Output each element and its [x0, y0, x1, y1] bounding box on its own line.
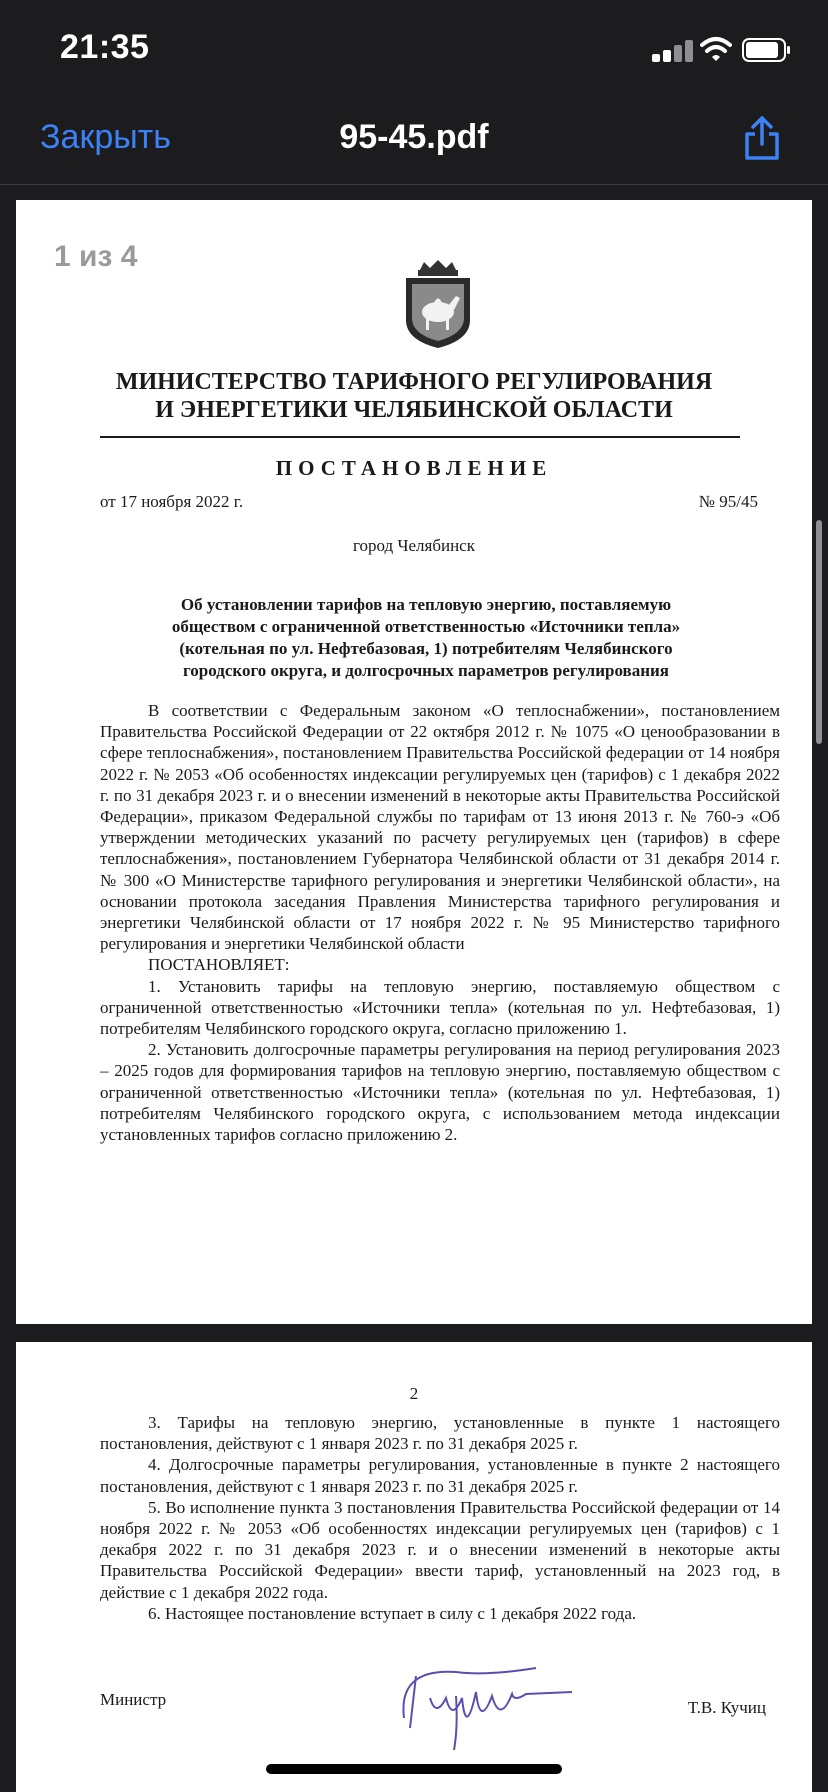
- battery-icon: [742, 38, 792, 62]
- close-button[interactable]: Закрыть: [40, 118, 171, 156]
- nav-bar: [0, 96, 828, 185]
- signature-image: [396, 1658, 596, 1758]
- decree-number: № 95/45: [698, 492, 758, 511]
- decree-body: [100, 700, 780, 1145]
- item-3-paragraph: 3. Тарифы на тепловую энергию, установленные в пункте 1 настоящего постановления, действуют с 1 января 2023 г. по 31 декабря 2025 г.: [100, 1413, 780, 1454]
- decree-city: город Челябинск: [352, 536, 475, 555]
- item-2-paragraph: 2. Установить долгосрочные параметры регулирования на период регулирования 2023 – 2025 годов для формирования тарифов на тепловую энергию, поставляемую обществом с ограниченной ответственностью «Источники тепла» (котельная по ул. Нефтебазовая, 1) потребителям Челябинского городского округа, с использованием метода индексации установленных тарифов согласно приложению 2.: [100, 1040, 780, 1145]
- item-6-paragraph: 6. Настоящее постановление вступает в силу с 1 декабря 2022 года.: [148, 1603, 637, 1623]
- pdf-page-2[interactable]: [16, 1342, 812, 1792]
- status-bar: [0, 0, 828, 96]
- item-1-paragraph: 1. Установить тарифы на тепловую энергию, поставляемую обществом с ограниченной ответственностью «Источники тепла» (котельная по ул. Нефтебазовая, 1) потребителям Челябинского городского округа, согласно приложению 1.: [100, 976, 780, 1039]
- ministry-line-1: МИНИСТЕРСТВО ТАРИФНОГО РЕГУЛИРОВАНИЯ: [115, 369, 713, 395]
- preamble-paragraph: В соответствии с Федеральным законом «О теплоснабжении», постановлением Правительства Российской Федерации от 22 октября 2012 г. № 1075 «О ценообразовании в сфере теплоснабжения», постановлением Правительства Российской федерации от 14 ноября 2022 г. № 2053 «Об особенностях индексации регулируемых цен (тарифов) с 1 декабря 2022 г. по 31 декабря 2023 г. и о внесении изменений в некоторые акты Правительства Российской Федерации», приказом Федеральной службы по тарифам от 13 июня 2013 г. № 760-э «Об утверждении методических указаний по расчету регулируемых цен (тарифов) в сфере теплоснабжения», постановлением Губернатора Челябинской области от 31 декабря 2014 г. № 300 «О Министерстве тарифного регулирования и энергетики Челябинской области», на основании протокола заседания Правления Министерства тарифного регулирования и энергетики Челябинской области от 17 ноября 2022 г. № 95 Министерство тарифного регулирования и энергетики Челябинской области: [100, 701, 780, 954]
- page-indicator: 1 из 4: [54, 240, 138, 273]
- decree-date: от 17 ноября 2022 г.: [100, 492, 244, 511]
- ministry-line-2: И ЭНЕРГЕТИКИ ЧЕЛЯБИНСКОЙ ОБЛАСТИ: [155, 397, 673, 423]
- minister-label: Министр: [100, 1690, 167, 1709]
- scroll-indicator[interactable]: [816, 520, 822, 744]
- document-title: 95-45.pdf: [339, 118, 489, 156]
- share-icon[interactable]: [740, 114, 784, 162]
- status-time: 21:35: [60, 28, 150, 66]
- decree-title: ПОСТАНОВЛЕНИЕ: [275, 456, 553, 480]
- emblem-icon: [400, 260, 476, 348]
- ministry-name: [16, 368, 812, 424]
- item-4-paragraph: 4. Долгосрочные параметры регулирования, установленные в пункте 2 настоящего постановления, действуют с 1 января 2023 г. по 31 декабря 2025 г.: [100, 1455, 780, 1496]
- decree-subject: Об установлении тарифов на тепловую энергию, поставляемую обществом с ограниченной ответственностью «Источники тепла» (котельная по ул. Нефтебазовая, 1) потребителям Челябинского городского округа, и долгосрочных параметров регулирования: [171, 595, 681, 680]
- wifi-icon: [700, 36, 732, 62]
- signal-icon: [652, 40, 696, 62]
- page-number: 2: [409, 1384, 419, 1403]
- resolves-paragraph: ПОСТАНОВЛЯЕТ:: [148, 955, 290, 975]
- header-divider: [100, 436, 740, 438]
- decree-body-continued: [100, 1412, 780, 1624]
- home-indicator[interactable]: [266, 1764, 562, 1774]
- item-5-paragraph: 5. Во исполнение пункта 3 постановления Правительства Российской федерации от 14 ноября 2022 г. № 2053 «Об особенностях индексации регулируемых цен (тарифов) с 1 декабря 2022 г. по 31 декабря 2023 г. и о внесении изменений в некоторые акты Правительства Российской Федерации» ввести тариф, установленный на 2023 год, в действие с 1 декабря 2022 года.: [100, 1497, 780, 1602]
- minister-name: Т.В. Кучиц: [687, 1698, 766, 1717]
- pdf-page-1[interactable]: [16, 200, 812, 1324]
